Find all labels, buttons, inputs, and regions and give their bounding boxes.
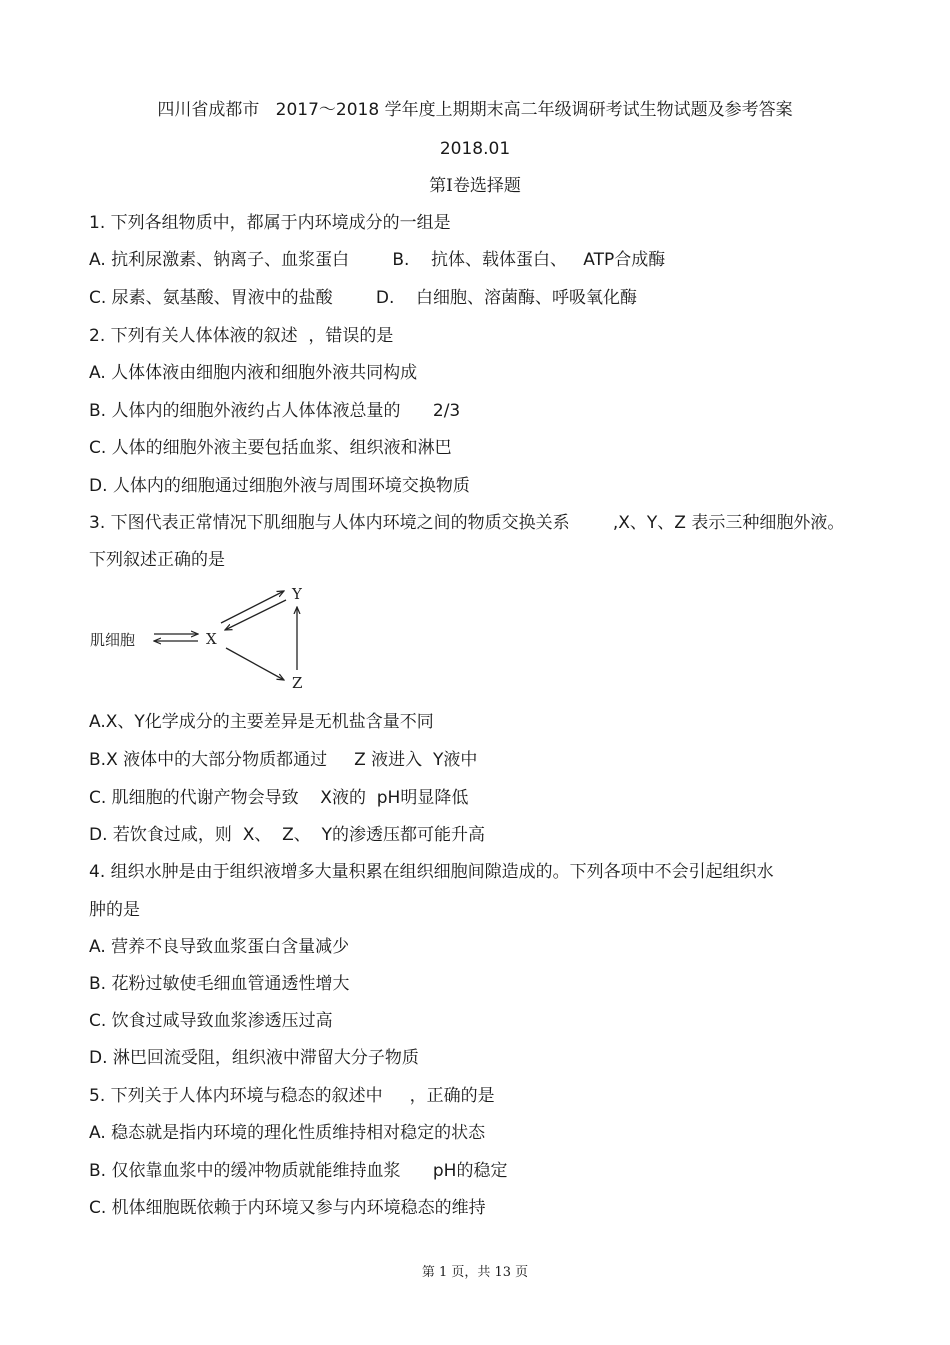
- question-2-option-a: A. 人体体液由细胞内液和细胞外液共同构成: [89, 363, 418, 383]
- question-2-option-d: D. 人体内的细胞通过细胞外液与周围环境交换物质: [89, 476, 470, 496]
- question-5-stem: 5. 下列关于人体内环境与稳态的叙述中 ，正确的是: [89, 1086, 495, 1106]
- question-1-stem: 1. 下列各组物质中，都属于内环境成分的一组是: [89, 213, 451, 233]
- arrow-x-to-y: [221, 591, 284, 623]
- question-4-option-a: A. 营养不良导致血浆蛋白含量减少: [89, 937, 350, 957]
- question-5-option-c: C. 机体细胞既依赖于内环境又参与内环境稳态的维持: [89, 1198, 486, 1218]
- arrow-x-to-z: [226, 648, 284, 680]
- question-4-option-b: B. 花粉过敏使毛细血管通透性增大: [89, 974, 350, 994]
- section-heading: 第Ⅰ卷选择题: [429, 176, 521, 196]
- question-3-option-c: C. 肌细胞的代谢产物会导致 X液的 pH明显降低: [89, 788, 469, 808]
- question-2-stem: 2. 下列有关人体体液的叙述 ，错误的是: [89, 326, 394, 346]
- question-3-option-a: A.X、Y化学成分的主要差异是无机盐含量不同: [89, 712, 434, 732]
- diagram-node-x: X: [206, 630, 217, 648]
- question-5-option-a: A. 稳态就是指内环境的理化性质维持相对稳定的状态: [89, 1123, 486, 1143]
- material-exchange-diagram: [88, 582, 328, 697]
- question-1-option-cd: C. 尿素、氨基酸、胃液中的盐酸 D. 白细胞、溶菌酶、呼吸氧化酶: [89, 288, 638, 308]
- page-footer: 第 1 页，共 13 页: [421, 1265, 529, 1280]
- question-4-stem: 4. 组织水肿是由于组织液增多大量积累在组织细胞间隙造成的。下列各项中不会引起组织水: [89, 862, 774, 882]
- question-3-option-b: B.X 液体中的大部分物质都通过 Z 液进入 Y液中: [89, 750, 478, 770]
- question-2-option-b: B. 人体内的细胞外液约占人体体液总量的 2/3: [89, 401, 461, 421]
- question-3-stem-cont: 下列叙述正确的是: [89, 550, 225, 570]
- question-4-stem-cont: 肿的是: [89, 900, 140, 920]
- arrow-y-to-x: [225, 600, 286, 630]
- question-4-option-c: C. 饮食过咸导致血浆渗透压过高: [89, 1011, 333, 1031]
- question-4-option-d: D. 淋巴回流受阻，组织液中滞留大分子物质: [89, 1048, 419, 1068]
- question-2-option-c: C. 人体的细胞外液主要包括血浆、组织液和淋巴: [89, 438, 452, 458]
- document-date: 2018.01: [439, 139, 511, 159]
- diagram-label-muscle-cell: 肌细胞: [90, 631, 136, 649]
- question-1-option-ab: A. 抗利尿激素、钠离子、血浆蛋白 B. 抗体、载体蛋白、 ATP合成酶: [89, 250, 666, 270]
- question-5-option-b: B. 仅依靠血浆中的缓冲物质就能维持血浆 pH的稳定: [89, 1161, 508, 1181]
- question-3-option-d: D. 若饮食过咸，则 X、 Z、 Y的渗透压都可能升高: [89, 825, 485, 845]
- document-title: 四川省成都市 2017～2018 学年度上期期末高二年级调研考试生物试题及参考答案: [157, 100, 793, 120]
- diagram-node-y: Y: [292, 585, 302, 603]
- diagram-node-z: Z: [292, 674, 303, 692]
- question-3-stem: 3. 下图代表正常情况下肌细胞与人体内环境之间的物质交换关系 ,X、Y、Z 表示三种细胞外液。: [89, 513, 845, 533]
